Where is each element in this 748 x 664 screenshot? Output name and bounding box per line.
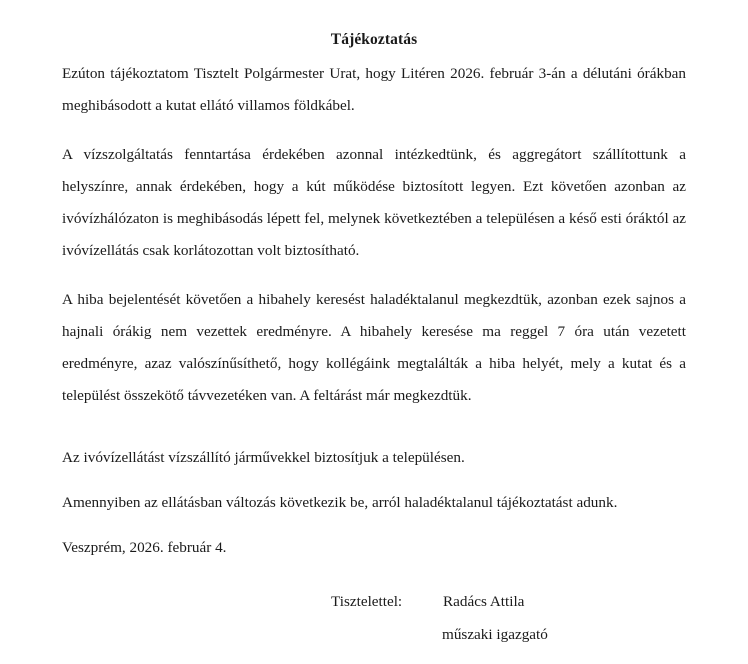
signature-row-role	[0, 624, 748, 657]
paragraph-3: A hiba bejelentését követően a hibahely keresést haladéktalanul megkezdtük, azonban ezek sajnos a hajnali órákig nem vezettek eredményre. A hibahely keresése ma reggel 7 óra után vezetett eredményre, azaz valószínűsíthető, hogy kollégáink megtalálták a hiba helyét, mely a kutat és a települést összekötő távvezetéken van. A feltárást már megkezdtük.	[62, 291, 686, 404]
paragraph-5: Amennyiben az ellátásban változás következik be, arról haladéktalanul tájékoztatást adunk.	[62, 494, 618, 511]
signature-block	[0, 591, 748, 657]
paragraph-1: Ezúton tájékoztatom Tisztelt Polgármester Urat, hogy Litéren 2026. február 3-án a délutáni órákban meghibásodott a kutat ellátó villamos földkábel.	[62, 65, 686, 114]
page-title: Tájékoztatás	[330, 31, 418, 49]
signature-name: Radács Attila	[443, 593, 525, 610]
paragraph-4: Az ivóvízellátást vízszállító járművekkel biztosítjuk a településen.	[62, 449, 465, 466]
signature-salutation: Tisztelettel:	[331, 593, 403, 610]
signature-row-name	[0, 591, 748, 624]
document-body	[62, 58, 686, 564]
paragraph-6-place-date: Veszprém, 2026. február 4.	[62, 539, 227, 556]
signature-role: műszaki igazgató	[442, 626, 548, 643]
paragraph-2: A vízszolgáltatás fenntartása érdekében azonnal intézkedtünk, és aggregátort szállítottunk a helyszínre, annak érdekében, hogy a kút működése biztosított legyen. Ezt követően azonban az ivóvízhálózaton is meghibásodás lépett fel, melynek következtében a településen a késő esti óráktól az ivóvízellátás csak korlátozottan volt biztosítható.	[62, 146, 686, 259]
